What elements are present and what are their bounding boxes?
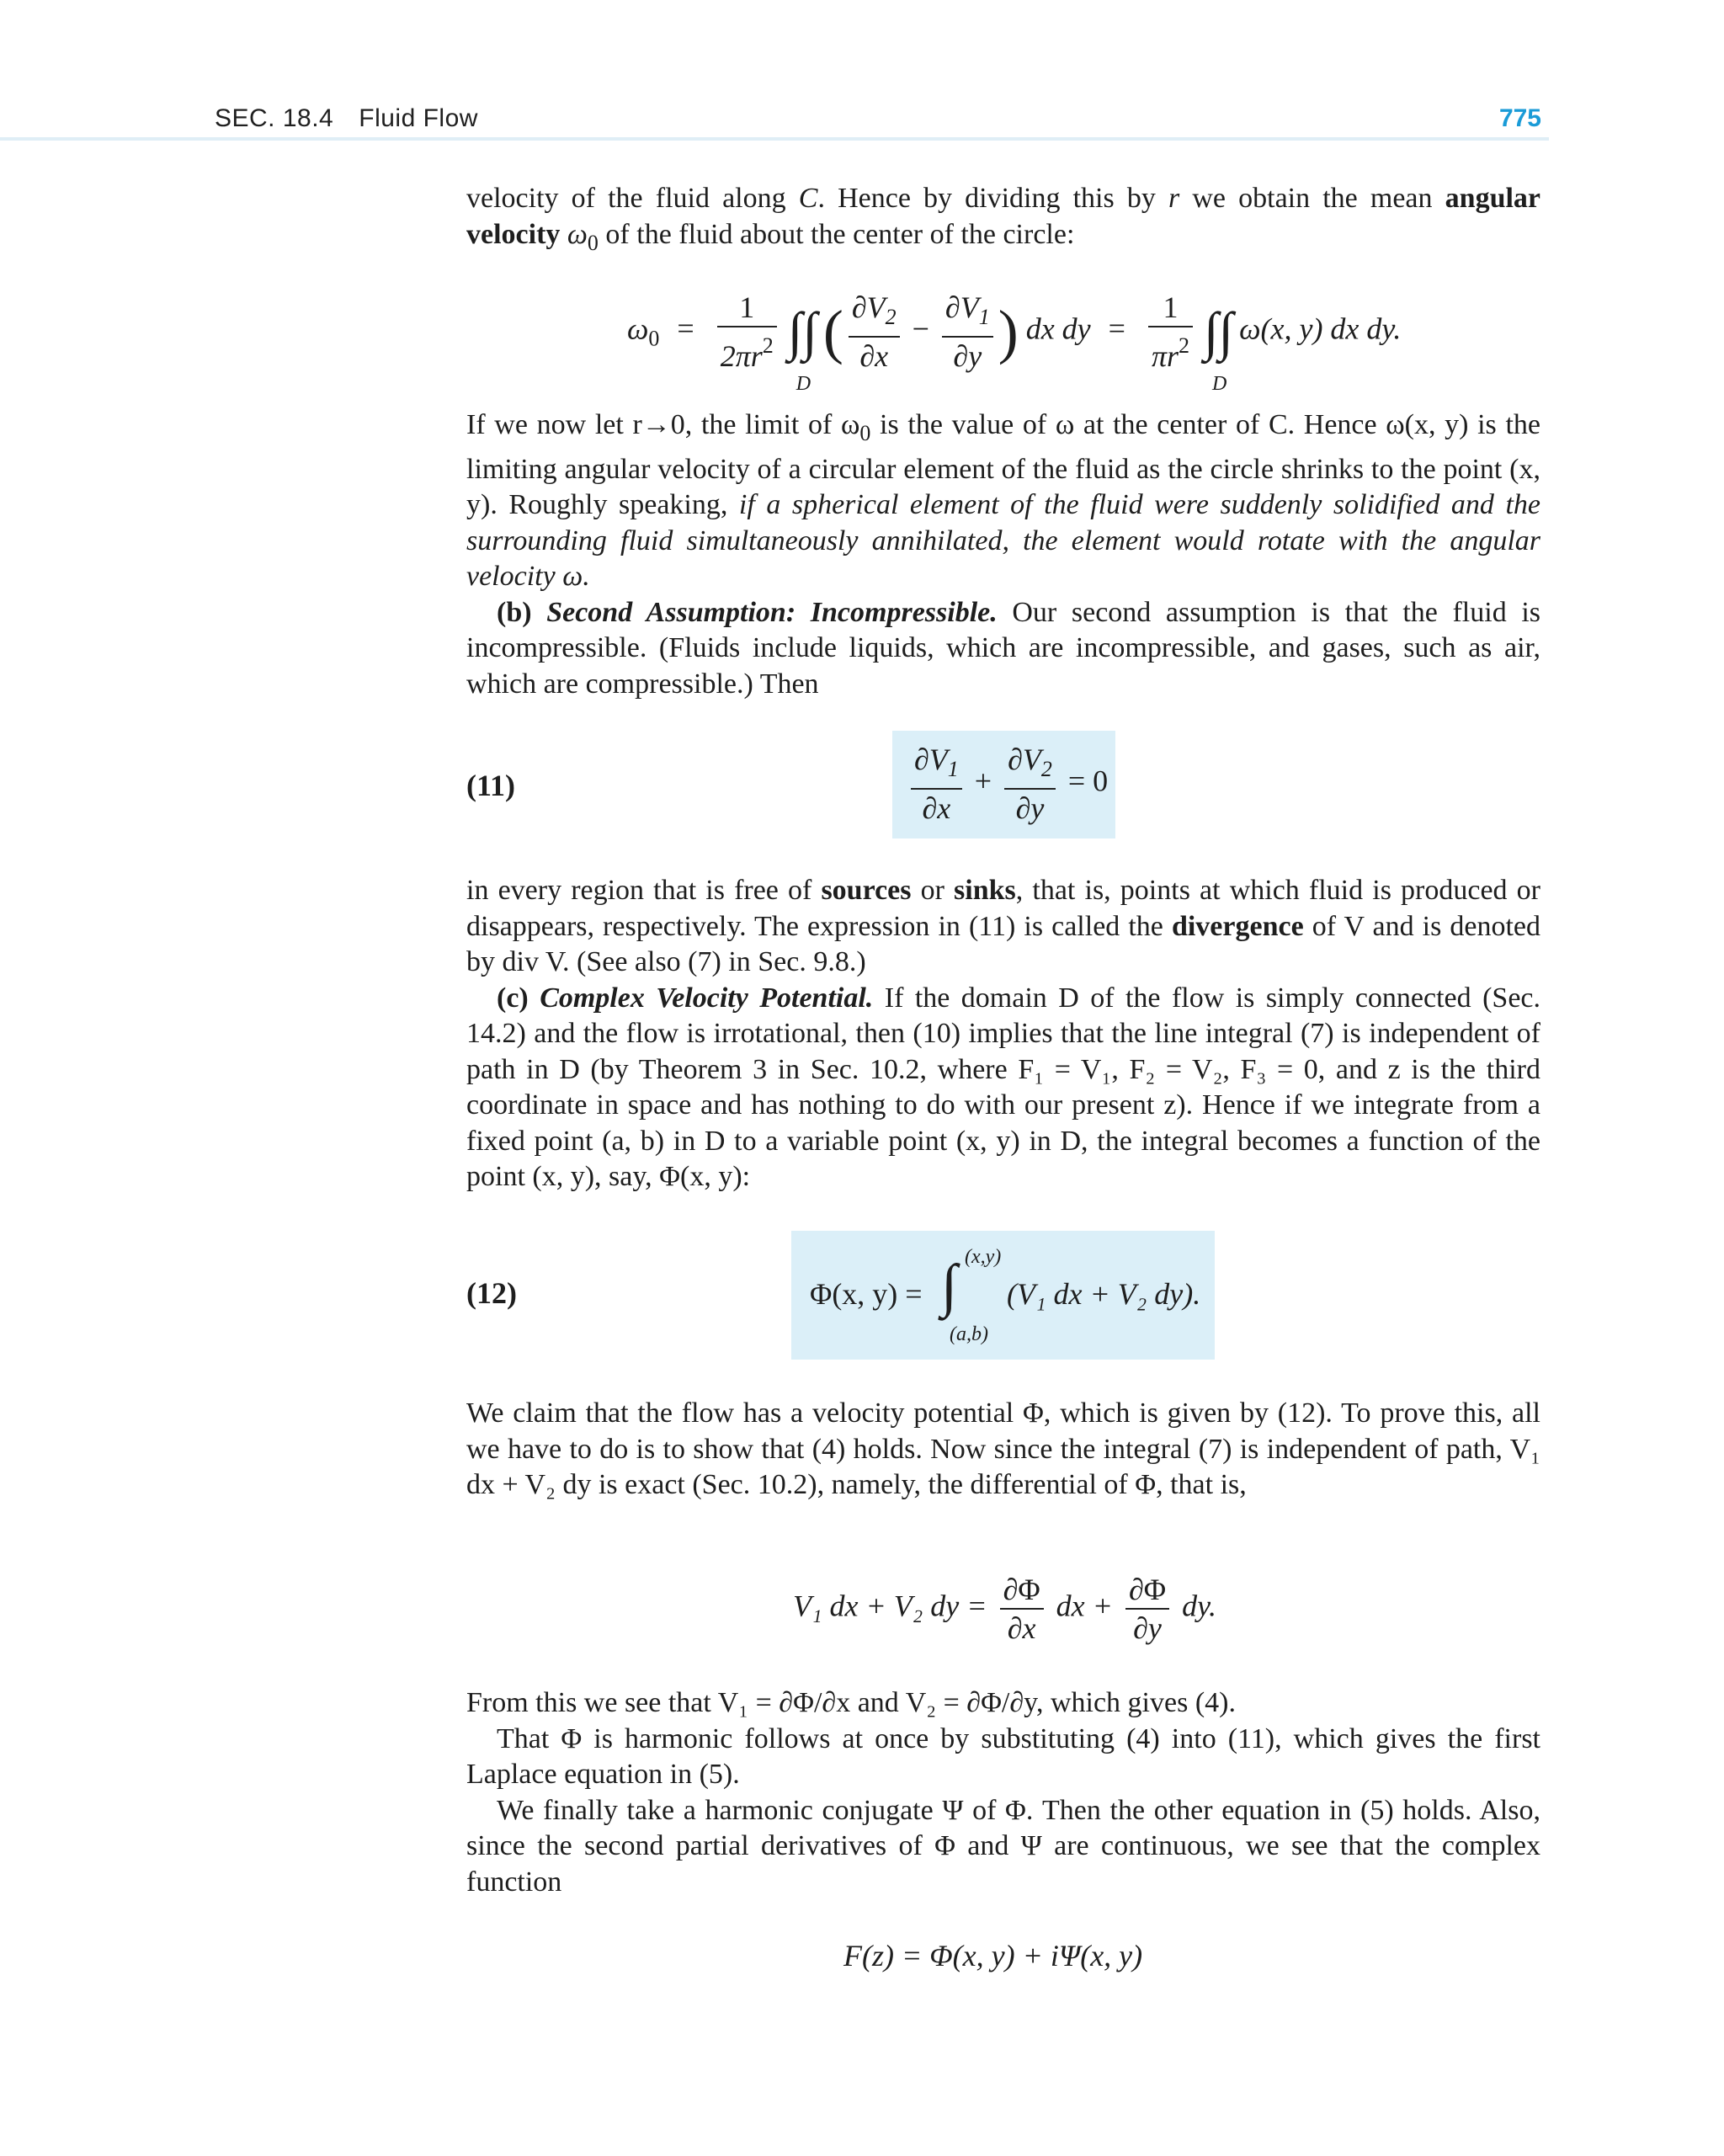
numerator — [911, 743, 962, 790]
equals-sign: = — [1108, 311, 1125, 346]
text-run: We claim that the flow has a velocity potential Φ, which is given by (12). To prove this, all we have to do is to show that (4) holds. Now since the integral (7) is independent of path, V₁ dx + V₂ dy is exact (Sec. 10.2), namely, the differential of Φ, that is, — [466, 1397, 1540, 1500]
denominator: ∂x — [859, 339, 889, 373]
integral-upper-limit: (x,y) — [965, 1246, 1002, 1268]
equation-number-11: (11) — [466, 769, 515, 802]
left-paren: ( — [822, 298, 843, 365]
paragraph-complex-potential — [466, 981, 1540, 1195]
text-run: If we now let r→0, the limit of ω — [466, 409, 860, 440]
denominator: ∂y — [1133, 1611, 1162, 1645]
numerator: 1 — [717, 290, 777, 327]
text-run: velocity of the fluid along — [466, 183, 799, 214]
num-text: ∂V — [944, 290, 979, 324]
text-run: is the value of ω at the center of C. Hence ω(x, y) is the limiting angular velocity of a circular element of the fluid as the circle shrinks to the point (x, y). Roughly speaking, — [466, 409, 1540, 520]
paragraph-harmonic — [466, 1722, 1540, 1793]
numerator: ∂Φ — [1000, 1573, 1044, 1610]
superscript: 2 — [1179, 333, 1190, 358]
eq-middle: dx + — [1056, 1589, 1113, 1623]
subscript: 0 — [648, 326, 660, 351]
numerator: 1 — [1148, 290, 1193, 327]
equation-number-12: (12) — [466, 1276, 517, 1310]
eq-lhs: ω — [627, 311, 649, 346]
term-angular-velocity: angular velocity — [466, 183, 1541, 250]
denominator — [1148, 327, 1193, 373]
subscript: 0 — [859, 421, 871, 445]
eq-rhs: dy. — [1182, 1589, 1217, 1623]
integral-lower-limit: (a,b) — [950, 1323, 988, 1345]
page-header — [0, 0, 1724, 143]
equation-differential — [793, 1573, 1216, 1645]
text-run: That Φ is harmonic follows at once by substituting (4) into (11), which gives the first Laplace equation in (5). — [466, 1722, 1540, 1790]
denominator: ∂x — [922, 791, 951, 825]
section-title: Fluid Flow — [359, 104, 478, 132]
fraction — [1004, 743, 1056, 825]
paragraph-gives-4 — [466, 1685, 1540, 1722]
item-heading: Complex Velocity Potential. — [540, 982, 874, 1014]
numerator — [942, 290, 993, 338]
eq-differential: dx dy — [1025, 311, 1091, 346]
equation-mean-angular-velocity — [627, 290, 1402, 395]
integral-region: D — [795, 373, 811, 395]
denominator: ∂x — [1007, 1611, 1036, 1645]
text-run: we obtain the mean — [1179, 183, 1445, 214]
paragraph-angular-velocity — [466, 181, 1540, 261]
paragraph-limit — [466, 407, 1540, 595]
text-run: in every region that is free of — [466, 875, 822, 906]
term-sources: sources — [821, 875, 912, 906]
subscript: 1 — [947, 757, 959, 781]
italic-remark: if a spherical element of the fluid were suddenly solidified and the surrounding fluid simultaneously annihilated, the element would rotate with the angular velocity ω. — [466, 489, 1540, 592]
paragraph-block-divergence — [466, 873, 1540, 1195]
double-integral-sign: ∫∫ D — [1204, 302, 1233, 361]
double-integral-sign: ∫∫ D — [788, 302, 817, 361]
eq-rhs: = 0 — [1067, 764, 1109, 798]
numerator — [849, 290, 900, 338]
subscript: 2 — [1040, 757, 1052, 781]
superscript: 2 — [762, 333, 774, 358]
den-text: πr — [1151, 339, 1179, 373]
subscript: 1 — [978, 305, 990, 329]
integral-sign: ∫ — [941, 1254, 958, 1318]
eq-lhs: Φ(x, y) = — [810, 1277, 923, 1311]
fraction — [942, 290, 993, 373]
term-sinks: sinks — [954, 875, 1016, 906]
text-run: , that is, points at which fluid is produced or disappears, respectively. The expression in (11) is called the — [466, 875, 1540, 942]
item-label: (c) — [497, 982, 540, 1014]
fraction — [1148, 290, 1193, 373]
text-run: r — [1168, 183, 1180, 214]
equation-11-box — [892, 731, 1115, 838]
equation-12-lhs — [810, 1276, 923, 1312]
den-text: 2πr — [720, 339, 763, 373]
item-label: (b) — [497, 596, 547, 628]
text-run: If the domain D of the flow is simply connected (Sec. 14.2) and the flow is irrotational, then (10) implies that the line integral (7) is independent of path in D (by Theorem 3 in Sec. 10.2, where F₁ = V₁, F₂ = V₂, F₃ = 0, and z is the third coordinate in space and has nothing to do with our present z). Hence if we integrate from a fixed point (a, b) in D to a variable point (x, y) in D, the integral becomes a function of the point (x, y), say, Φ(x, y): — [466, 982, 1540, 1192]
paragraph-velocity-potential — [466, 1396, 1540, 1504]
text-run: ω — [560, 218, 588, 250]
equation-complex-function: F(z) = Φ(x, y) + iΨ(x, y) — [843, 1939, 1143, 1972]
text-run: C — [798, 183, 818, 214]
equation-11 — [906, 743, 1108, 825]
numerator: ∂Φ — [1125, 1573, 1169, 1610]
text-run: . Hence by dividing this by — [817, 183, 1168, 214]
equation-12-box — [791, 1231, 1215, 1360]
num-text: ∂V — [914, 743, 948, 776]
integral-region: D — [1212, 373, 1227, 395]
fraction — [911, 743, 962, 825]
text-run: or — [911, 875, 955, 906]
paragraph-incompressible — [466, 595, 1540, 703]
subscript: 2 — [885, 305, 897, 329]
text-run: of the fluid about the center of the circle: — [598, 218, 1075, 250]
item-heading: Second Assumption: Incompressible. — [546, 596, 998, 628]
numerator — [1004, 743, 1056, 790]
header-rule — [0, 137, 1549, 141]
page-number: 775 — [1498, 104, 1541, 132]
num-text: ∂V — [851, 290, 886, 324]
fraction — [1000, 1573, 1044, 1645]
fraction — [849, 290, 900, 373]
paragraph-conjugate — [466, 1793, 1540, 1901]
right-paren: ) — [998, 298, 1019, 365]
term-divergence: divergence — [1171, 910, 1304, 942]
minus-sign: − — [912, 311, 929, 346]
section-number: SEC. 18.4 — [215, 104, 334, 132]
subscript: 0 — [587, 230, 599, 255]
running-head — [215, 104, 478, 133]
paragraph-divergence — [466, 873, 1540, 981]
text-run: From this we see that V₁ = ∂Φ/∂x and V₂ = ∂Φ/∂y, which gives (4). — [466, 1687, 1236, 1718]
denominator — [717, 327, 777, 373]
denominator: ∂y — [1015, 791, 1045, 825]
text-run: We finally take a harmonic conjugate Ψ of Φ. Then the other equation in (5) holds. Also, since the second partial derivatives of Φ and Ψ are continuous, we see that the complex function — [466, 1794, 1540, 1898]
equation-12-integrand: (V₁ dx + V₂ dy). — [1007, 1277, 1201, 1311]
plus-sign: + — [974, 764, 992, 798]
text-run: of V and is denoted by div V. (See also (7) in Sec. 9.8.) — [466, 910, 1541, 977]
paragraph-block-harmonic — [466, 1685, 1540, 1900]
fraction — [1125, 1573, 1169, 1645]
equals-sign: = — [677, 311, 694, 346]
eq-rhs: ω(x, y) dx dy. — [1239, 311, 1402, 346]
text-run: Our second assumption is that the fluid is incompressible. (Fluids include liquids, which are incompressible, and gases, such as air, which are compressible.) Then — [466, 596, 1540, 700]
num-text: ∂V — [1008, 743, 1041, 776]
paragraph-block-limit — [466, 407, 1540, 702]
fraction — [717, 290, 777, 373]
eq-lhs: V₁ dx + V₂ dy = — [793, 1589, 987, 1623]
denominator: ∂y — [953, 339, 982, 373]
